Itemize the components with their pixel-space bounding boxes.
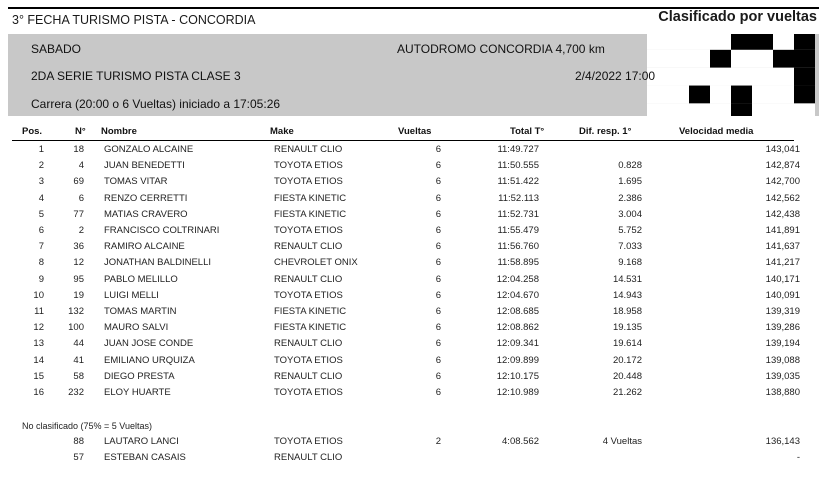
checker-square [752, 34, 773, 50]
cell-name: JUAN JOSE CONDE [104, 338, 194, 350]
column-header-gap: Dif. resp. 1° [579, 126, 632, 137]
cell-pos: 12 [33, 322, 44, 334]
cell-num: 57 [73, 452, 84, 464]
race-info: Carrera (20:00 o 6 Vueltas) iniciado a 17:05:26 [31, 97, 281, 111]
result-row [0, 355, 825, 371]
cell-total: 11:50.555 [497, 160, 539, 172]
checker-square [668, 50, 689, 68]
cell-name: FRANCISCO COLTRINARI [104, 225, 220, 236]
cell-name: EMILIANO URQUIZA [104, 354, 195, 366]
cell-pos: 7 [38, 241, 44, 253]
cell-total: 11:49.727 [497, 144, 539, 155]
cell-pos: 4 [38, 192, 44, 204]
cell-pos: 3 [38, 176, 44, 188]
cell-speed: 141,217 [765, 257, 800, 269]
result-row [0, 306, 825, 322]
cell-make: RENAULT CLIO [274, 144, 343, 155]
cell-num: 36 [73, 241, 84, 253]
cell-num: 19 [73, 289, 84, 301]
cell-total: 12:09.899 [496, 354, 539, 366]
cell-diff: 14.531 [612, 273, 642, 285]
cell-total: 12:09.341 [496, 338, 539, 350]
cell-speed: 141,637 [765, 241, 800, 253]
cell-name: LAUTARO LANCI [104, 436, 179, 447]
cell-num: 88 [73, 436, 84, 447]
cell-num: 232 [68, 387, 84, 398]
cell-num: 44 [73, 338, 84, 350]
checker-square [689, 50, 710, 68]
cell-speed: 143,041 [765, 144, 800, 155]
checker-square [731, 103, 752, 116]
cell-make: TOYOTA ETIOS [274, 289, 343, 301]
cell-make: TOYOTA ETIOS [274, 225, 343, 236]
cell-name: RAMIRO ALCAINE [104, 241, 185, 253]
cell-speed: 141,891 [765, 225, 800, 236]
column-header-name: Nombre [101, 126, 137, 137]
cell-speed: 142,700 [765, 176, 800, 188]
cell-pos: 2 [38, 160, 44, 172]
cell-num: 18 [73, 144, 84, 155]
cell-make: TOYOTA ETIOS [274, 160, 343, 172]
checker-square [647, 50, 668, 68]
cell-total: 11:52.113 [498, 192, 539, 204]
cell-pos: 13 [33, 338, 44, 350]
result-row [0, 338, 825, 354]
cell-laps: 6 [435, 273, 441, 285]
cell-pos: 6 [38, 225, 44, 236]
result-row [0, 290, 825, 306]
not-classified-label: No clasificado (75% = 5 Vueltas) [22, 421, 152, 431]
cell-make: RENAULT CLIO [274, 241, 343, 253]
checker-square [773, 103, 794, 116]
result-row [0, 274, 825, 290]
cell-make: FIESTA KINETIC [274, 192, 347, 204]
checker-square [647, 103, 668, 116]
cell-laps: 6 [435, 257, 441, 269]
cell-diff: 2.386 [618, 192, 642, 204]
report-title: Clasificado por vueltas [658, 9, 817, 25]
cell-total: 12:10.175 [496, 370, 539, 382]
checker-square [794, 68, 815, 86]
cell-make: RENAULT CLIO [274, 338, 343, 350]
cell-name: MAURO SALVI [104, 322, 169, 334]
cell-num: 6 [78, 192, 84, 204]
cell-diff: 20.448 [612, 370, 642, 382]
cell-diff: 9.168 [618, 257, 642, 269]
cell-laps: 6 [435, 176, 441, 188]
circuit-name: AUTODROMO CONCORDIA 4,700 km [397, 42, 605, 56]
cell-num: 95 [73, 273, 84, 285]
not-classified-row [0, 436, 825, 452]
session-banner [8, 34, 819, 116]
cell-laps: 6 [435, 322, 441, 334]
cell-name: MATIAS CRAVERO [104, 208, 188, 220]
cell-speed: 139,319 [765, 306, 800, 317]
cell-laps: 6 [435, 241, 441, 253]
cell-speed: 142,562 [765, 192, 800, 204]
checker-square [668, 103, 689, 116]
cell-name: GONZALO ALCAINE [104, 144, 194, 155]
cell-pos: 5 [38, 208, 44, 220]
checker-square [668, 34, 689, 50]
cell-laps: 2 [435, 436, 441, 447]
cell-make: RENAULT CLIO [274, 273, 343, 285]
cell-num: 2 [78, 225, 84, 236]
checker-square [710, 86, 731, 104]
cell-laps: 6 [435, 387, 441, 398]
result-row [0, 209, 825, 225]
header-rule [12, 140, 794, 141]
cell-total: 11:52.731 [497, 208, 539, 220]
series-name: 2DA SERIE TURISMO PISTA CLASE 3 [31, 69, 241, 83]
cell-diff: 19.135 [612, 322, 642, 334]
result-row [0, 160, 825, 176]
cell-speed: 136,143 [765, 436, 800, 447]
cell-make: TOYOTA ETIOS [274, 176, 343, 188]
cell-speed: - [796, 452, 800, 464]
cell-make: FIESTA KINETIC [274, 306, 347, 317]
cell-num: 132 [68, 306, 84, 317]
column-header-total-time: Total T° [510, 126, 545, 137]
cell-total: 11:56.760 [497, 241, 539, 253]
cell-total: 12:10.989 [496, 387, 539, 398]
cell-pos: 1 [38, 144, 44, 155]
checker-square [731, 50, 752, 68]
cell-num: 58 [73, 370, 84, 382]
checker-square [731, 68, 752, 86]
cell-num: 41 [73, 354, 84, 366]
checker-square [689, 86, 710, 104]
checker-square [689, 34, 710, 50]
checker-square [752, 86, 773, 104]
cell-laps: 6 [435, 370, 441, 382]
cell-pos: 15 [33, 370, 44, 382]
cell-name: JUAN BENEDETTI [104, 160, 185, 172]
cell-diff: 20.172 [612, 354, 642, 366]
cell-make: FIESTA KINETIC [274, 322, 347, 334]
checker-square [668, 68, 689, 86]
cell-total: 11:58.895 [497, 257, 539, 269]
cell-name: ELOY HUARTE [104, 387, 171, 398]
cell-make: TOYOTA ETIOS [274, 354, 343, 366]
cell-make: RENAULT CLIO [274, 452, 343, 464]
cell-name: PABLO MELILLO [104, 273, 178, 285]
cell-speed: 139,286 [765, 322, 800, 334]
cell-pos: 8 [38, 257, 44, 269]
cell-laps: 6 [435, 289, 441, 301]
checker-square [773, 50, 794, 68]
checker-square [794, 103, 815, 116]
cell-name: TOMAS VITAR [104, 176, 168, 188]
cell-laps: 6 [435, 192, 441, 204]
cell-make: TOYOTA ETIOS [274, 387, 343, 398]
cell-total: 11:55.479 [497, 225, 539, 236]
cell-make: CHEVROLET ONIX [274, 257, 358, 269]
result-row [0, 176, 825, 192]
cell-laps: 6 [435, 144, 441, 155]
result-row [0, 225, 825, 241]
cell-total: 12:04.670 [496, 289, 539, 301]
cell-num: 4 [78, 160, 84, 172]
checker-square [710, 68, 731, 86]
cell-laps: 6 [435, 354, 441, 366]
cell-diff: 1.695 [618, 176, 642, 188]
checker-square [752, 50, 773, 68]
cell-speed: 140,171 [765, 273, 800, 285]
cell-pos: 11 [34, 306, 44, 317]
cell-speed: 138,880 [765, 387, 800, 398]
not-classified-row [0, 452, 825, 468]
cell-diff: 18.958 [612, 306, 642, 317]
cell-total: 12:08.685 [496, 306, 539, 317]
cell-total: 12:04.258 [496, 273, 539, 285]
cell-make: RENAULT CLIO [274, 370, 343, 382]
cell-total: 12:08.862 [496, 322, 539, 334]
cell-laps: 6 [435, 208, 441, 220]
cell-diff: 3.004 [618, 208, 642, 220]
cell-diff: 5.752 [618, 225, 642, 236]
checker-square [794, 86, 815, 104]
cell-laps: 6 [435, 160, 441, 172]
cell-pos: 10 [33, 289, 44, 301]
column-header-avg-speed: Velocidad media [679, 126, 754, 137]
checker-square [689, 68, 710, 86]
checker-square [752, 68, 773, 86]
cell-num: 12 [73, 257, 84, 269]
cell-speed: 140,091 [765, 289, 800, 301]
cell-diff: 7.033 [618, 241, 642, 253]
result-row [0, 241, 825, 257]
cell-make: TOYOTA ETIOS [274, 436, 343, 447]
result-row [0, 193, 825, 209]
column-header-number: N° [75, 126, 86, 137]
checker-square [689, 103, 710, 116]
cell-pos: 14 [33, 354, 44, 366]
session-datetime: 2/4/2022 17:00 [575, 69, 656, 83]
cell-laps: 6 [435, 306, 441, 317]
cell-speed: 142,874 [765, 160, 800, 172]
result-row [0, 322, 825, 338]
cell-speed: 142,438 [765, 208, 800, 220]
cell-laps: 6 [435, 338, 441, 350]
cell-num: 100 [68, 322, 84, 334]
cell-name: RENZO CERRETTI [104, 192, 188, 204]
session-day: SABADO [31, 42, 82, 56]
checker-square [773, 86, 794, 104]
checker-square [710, 103, 731, 116]
checker-square [752, 103, 773, 116]
checker-square [668, 86, 689, 104]
result-row [0, 371, 825, 387]
checker-square [731, 86, 752, 104]
checker-square [731, 34, 752, 50]
checker-square [773, 34, 794, 50]
cell-total: 11:51.422 [497, 176, 539, 188]
cell-diff: 4 Vueltas [602, 436, 642, 447]
checker-square [710, 50, 731, 68]
column-header-make: Make [270, 126, 294, 137]
cell-pos: 9 [38, 273, 44, 285]
result-row [0, 387, 825, 403]
cell-speed: 139,194 [765, 338, 800, 350]
cell-num: 69 [73, 176, 84, 188]
cell-diff: 21.262 [612, 387, 642, 398]
checker-square [647, 34, 668, 50]
cell-diff: 14.943 [612, 289, 642, 301]
checker-square [647, 86, 668, 104]
cell-make: FIESTA KINETIC [274, 208, 347, 220]
event-title: 3° FECHA TURISMO PISTA - CONCORDIA [12, 13, 256, 27]
cell-laps: 6 [435, 225, 441, 236]
cell-diff: 0.828 [618, 160, 642, 172]
cell-name: TOMAS MARTIN [104, 306, 177, 317]
cell-diff: 19.614 [612, 338, 642, 350]
cell-speed: 139,035 [765, 370, 800, 382]
checker-square [794, 50, 815, 68]
column-header-pos: Pos. [22, 126, 43, 137]
cell-name: JONATHAN BALDINELLI [104, 257, 211, 269]
checker-square [794, 34, 815, 50]
result-row [0, 144, 825, 160]
cell-num: 77 [73, 208, 84, 220]
checker-square [710, 34, 731, 50]
cell-name: ESTEBAN CASAIS [104, 452, 186, 464]
column-header-laps: Vueltas [398, 126, 432, 137]
cell-name: LUIGI MELLI [104, 289, 159, 301]
cell-total: 4:08.562 [502, 436, 539, 447]
checker-square [773, 68, 794, 86]
cell-speed: 139,088 [765, 354, 800, 366]
cell-pos: 16 [33, 387, 44, 398]
result-row [0, 257, 825, 273]
cell-name: DIEGO PRESTA [104, 370, 175, 382]
